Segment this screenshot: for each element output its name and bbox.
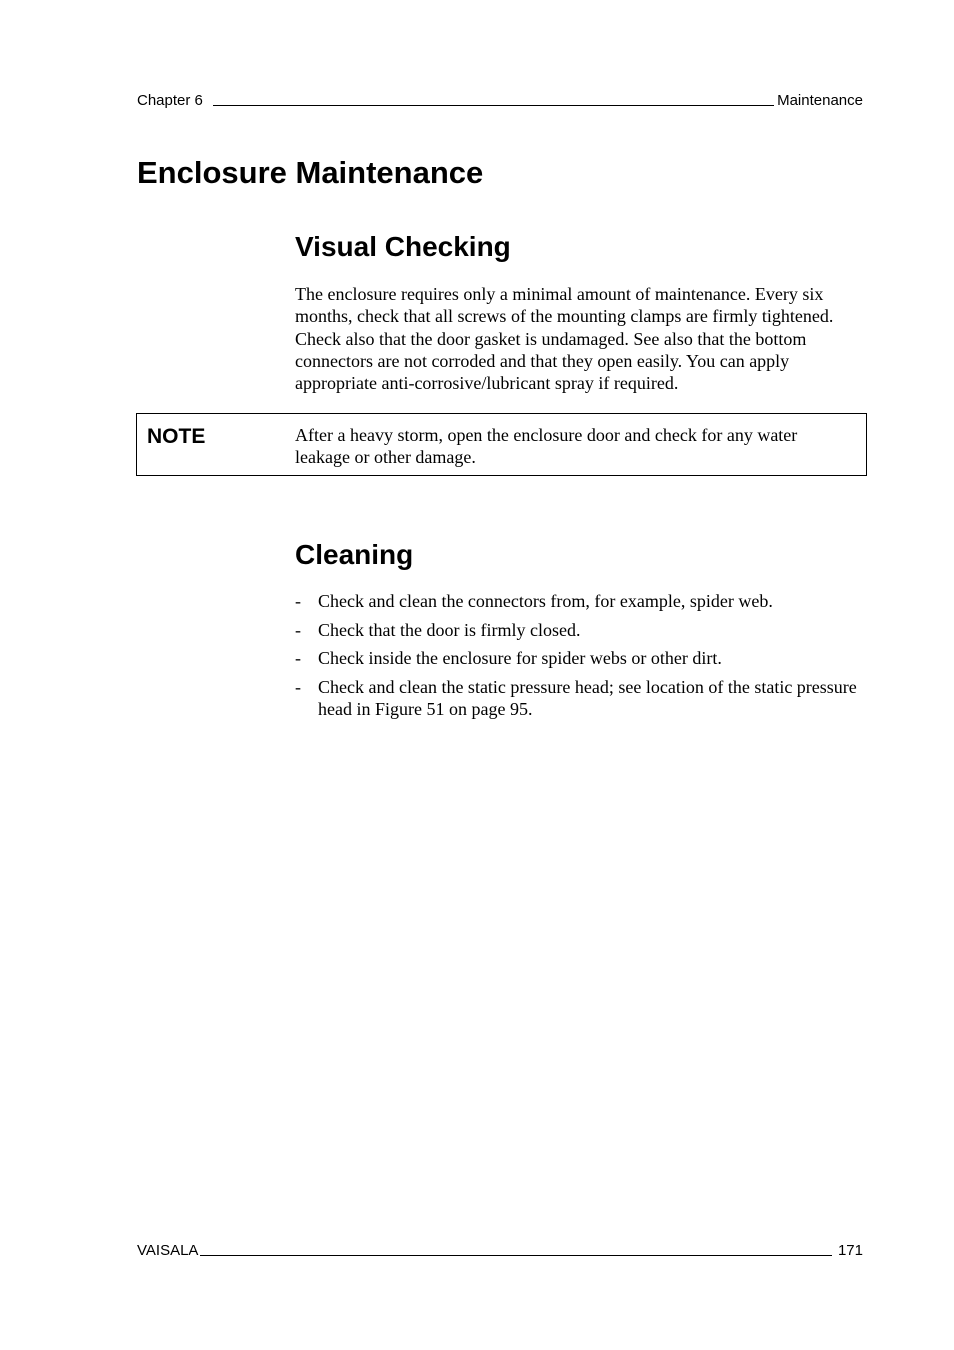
header-chapter: Chapter 6: [137, 92, 203, 109]
note-box: [136, 413, 867, 476]
page-title: Enclosure Maintenance: [137, 155, 484, 190]
visual-checking-body: The enclosure requires only a minimal amount of maintenance. Every six months, check that all screws of the mounting clamps are firmly tightened. Check also that the door gasket is undamaged. See also that the bottom connectors are not corroded and that they open easily. You can apply appropriate anti-corrosive/lubricant spray if required.: [295, 284, 834, 394]
list-bullet: -: [295, 648, 301, 669]
note-text: After a heavy storm, open the enclosure door and check for any water leakage or other damage.: [295, 425, 798, 468]
list-item: [295, 590, 867, 612]
visual-checking-heading: Visual Checking: [295, 231, 511, 262]
list-bullet: -: [295, 591, 301, 611]
list-item-text: Check and clean the connectors from, for example, spider web.: [318, 591, 773, 611]
list-item-text: Check that the door is firmly closed.: [318, 619, 581, 640]
running-footer: [137, 1240, 863, 1260]
list-bullet: -: [295, 677, 301, 698]
list-bullet: -: [295, 619, 301, 640]
list-item: [295, 647, 867, 669]
page-number: 171: [837, 1242, 863, 1259]
list-item: [295, 676, 867, 721]
header-rule: [213, 104, 774, 106]
list-item-text: Check and clean the static pressure head; see location of the static pressure head in Figure 51 on page 95.: [318, 677, 857, 720]
list-item-text: Check inside the enclosure for spider webs or other dirt.: [318, 648, 722, 669]
footer-rule: [200, 1254, 832, 1256]
cleaning-heading: Cleaning: [295, 539, 414, 570]
header-section: Maintenance: [777, 92, 863, 109]
footer-company: VAISALA: [137, 1242, 199, 1259]
list-item: [295, 619, 867, 641]
note-label: NOTE: [147, 425, 206, 448]
running-header: [137, 90, 863, 110]
cleaning-list: [295, 590, 867, 727]
